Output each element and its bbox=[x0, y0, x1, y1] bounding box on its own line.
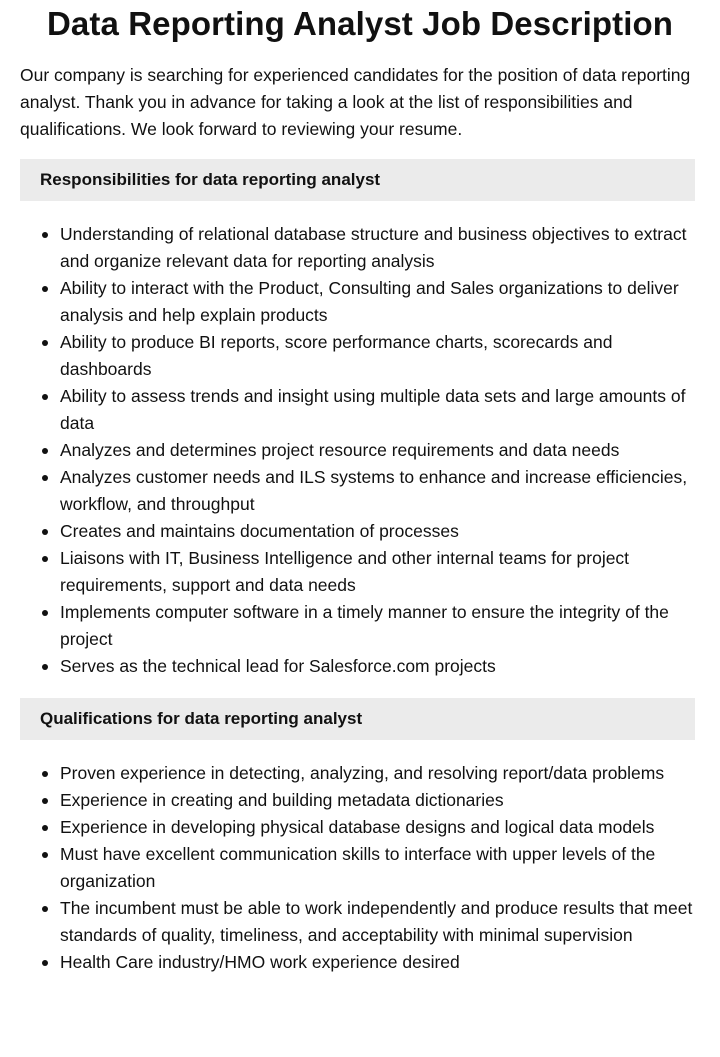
qualification-item: Must have excellent communication skills to interface with upper levels of the organization bbox=[60, 841, 700, 895]
responsibilities-heading: Responsibilities for data reporting analyst bbox=[20, 159, 695, 201]
responsibility-item: Liaisons with IT, Business Intelligence and other internal teams for project requirements, support and data needs bbox=[60, 545, 700, 599]
qualifications-heading: Qualifications for data reporting analyst bbox=[20, 698, 695, 740]
qualification-item: Health Care industry/HMO work experience desired bbox=[60, 949, 700, 976]
qualification-item: The incumbent must be able to work independently and produce results that meet standards of quality, timeliness, and acceptability with minimal supervision bbox=[60, 895, 700, 949]
qualification-item: Experience in creating and building metadata dictionaries bbox=[60, 787, 700, 814]
responsibility-item: Ability to interact with the Product, Consulting and Sales organizations to deliver analysis and help explain products bbox=[60, 275, 700, 329]
responsibility-item: Serves as the technical lead for Salesforce.com projects bbox=[60, 653, 700, 680]
responsibility-item: Ability to produce BI reports, score performance charts, scorecards and dashboards bbox=[60, 329, 700, 383]
responsibility-item: Implements computer software in a timely manner to ensure the integrity of the project bbox=[60, 599, 700, 653]
responsibility-item: Understanding of relational database structure and business objectives to extract and organize relevant data for reporting analysis bbox=[60, 221, 700, 275]
qualifications-list bbox=[0, 760, 720, 976]
qualification-item: Proven experience in detecting, analyzing, and resolving report/data problems bbox=[60, 760, 700, 787]
responsibility-item: Creates and maintains documentation of processes bbox=[60, 518, 700, 545]
responsibility-item: Ability to assess trends and insight using multiple data sets and large amounts of data bbox=[60, 383, 700, 437]
responsibility-item: Analyzes customer needs and ILS systems to enhance and increase efficiencies, workflow, and throughput bbox=[60, 464, 700, 518]
page-title: Data Reporting Analyst Job Description bbox=[47, 5, 673, 42]
responsibilities-list bbox=[0, 221, 720, 680]
responsibility-item: Analyzes and determines project resource requirements and data needs bbox=[60, 437, 700, 464]
intro-paragraph: Our company is searching for experienced candidates for the position of data reporting analyst. Thank you in advance for taking a look at the list of responsibilities and qualifications. We look forward to reviewing your resume. bbox=[20, 65, 691, 139]
qualification-item: Experience in developing physical database designs and logical data models bbox=[60, 814, 700, 841]
